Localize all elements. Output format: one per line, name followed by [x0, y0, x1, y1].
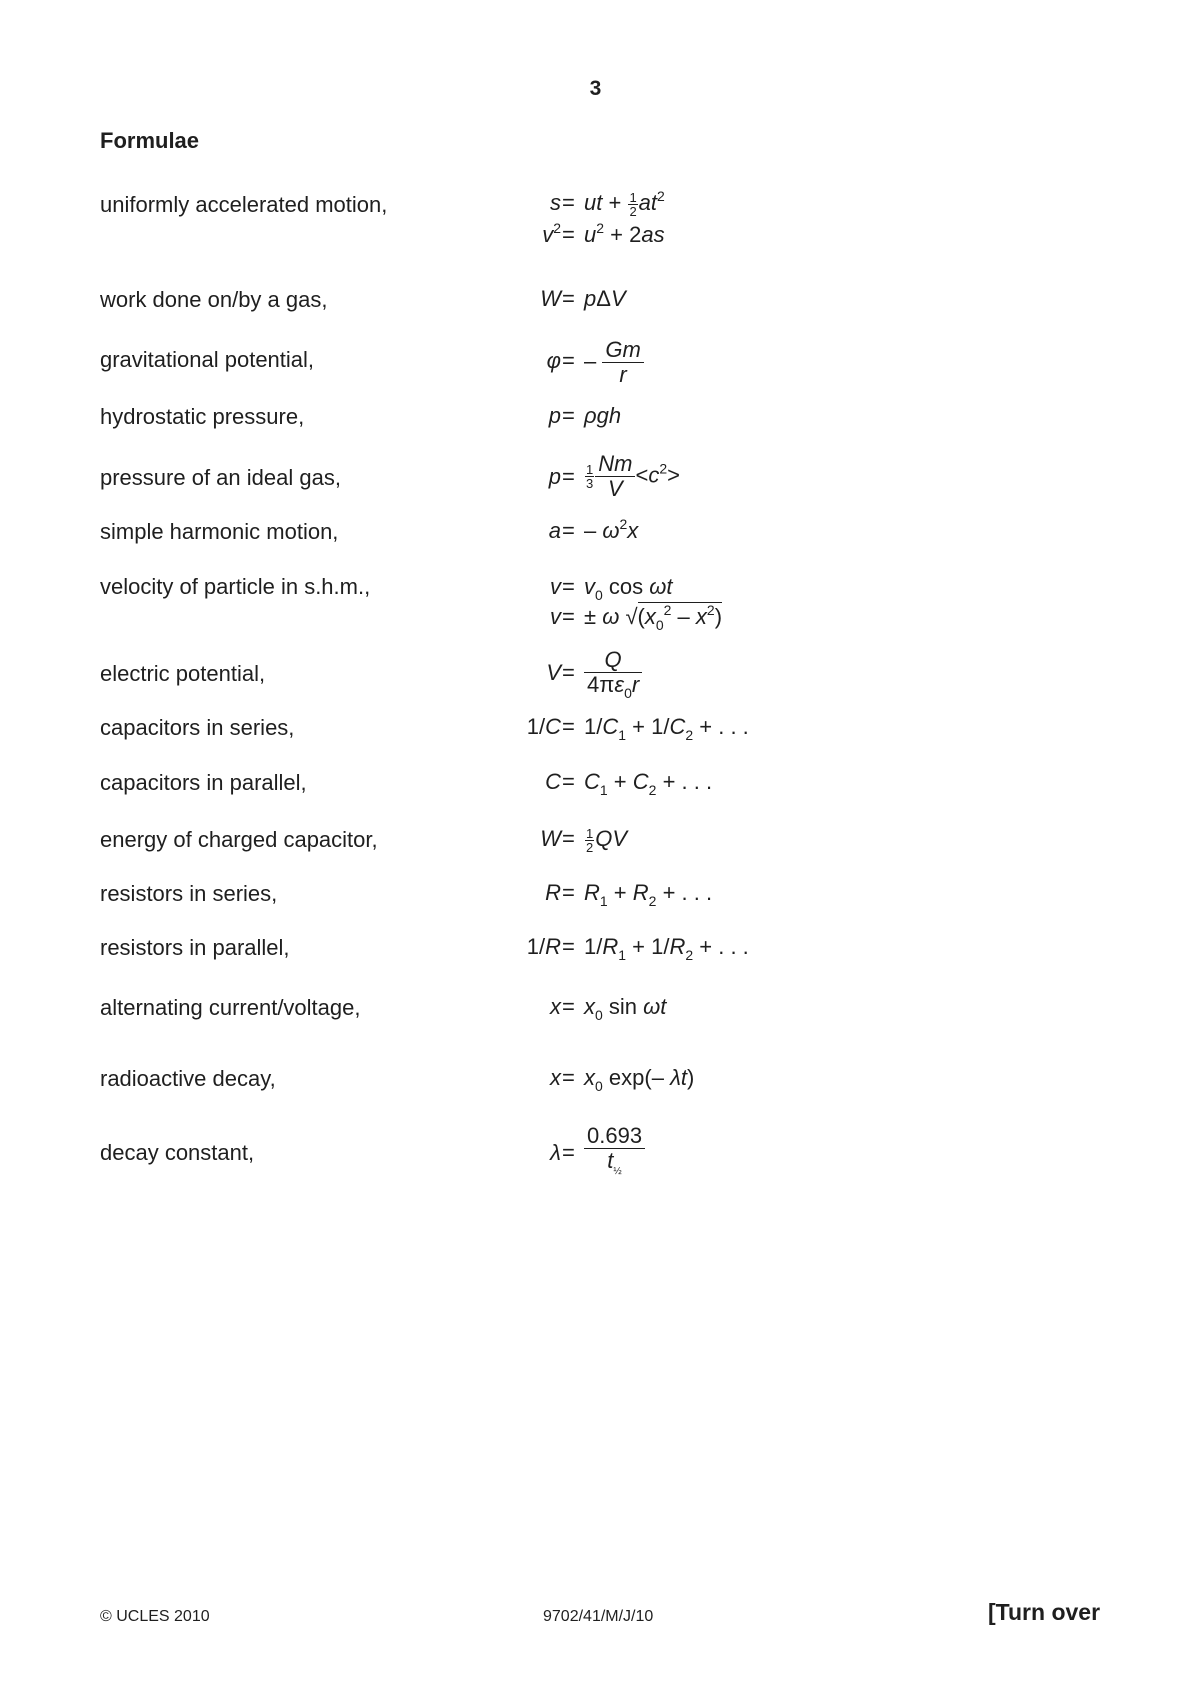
- label-hydrostatic: hydrostatic pressure,: [100, 404, 305, 429]
- label-shm: simple harmonic motion,: [100, 519, 339, 544]
- label-ideal-gas: pressure of an ideal gas,: [100, 465, 341, 490]
- label-grav-potential: gravitational potential,: [100, 347, 315, 372]
- label-work-gas: work done on/by a gas,: [100, 287, 328, 312]
- label-res-parallel: resistors in parallel,: [100, 935, 290, 960]
- label-ac: alternating current/voltage,: [100, 995, 361, 1020]
- label-cap-parallel: capacitors in parallel,: [100, 770, 307, 795]
- label-res-series: resistors in series,: [100, 881, 278, 906]
- page-number: 3: [589, 77, 602, 100]
- label-electric-potential: electric potential,: [100, 661, 266, 686]
- label-decay: radioactive decay,: [100, 1066, 276, 1091]
- label-uniform-motion: uniformly accelerated motion,: [100, 192, 388, 217]
- footer-copyright: © UCLES 2010: [100, 1608, 210, 1625]
- footer-paper-code: 9702/41/M/J/10: [543, 1608, 654, 1625]
- label-shm-velocity: velocity of particle in s.h.m.,: [100, 574, 371, 599]
- label-decay-constant: decay constant,: [100, 1140, 255, 1165]
- formulae-heading: Formulae: [100, 128, 200, 153]
- label-cap-energy: energy of charged capacitor,: [100, 827, 378, 852]
- label-cap-series: capacitors in series,: [100, 715, 295, 740]
- footer-turn-over: [Turn over: [988, 1599, 1101, 1625]
